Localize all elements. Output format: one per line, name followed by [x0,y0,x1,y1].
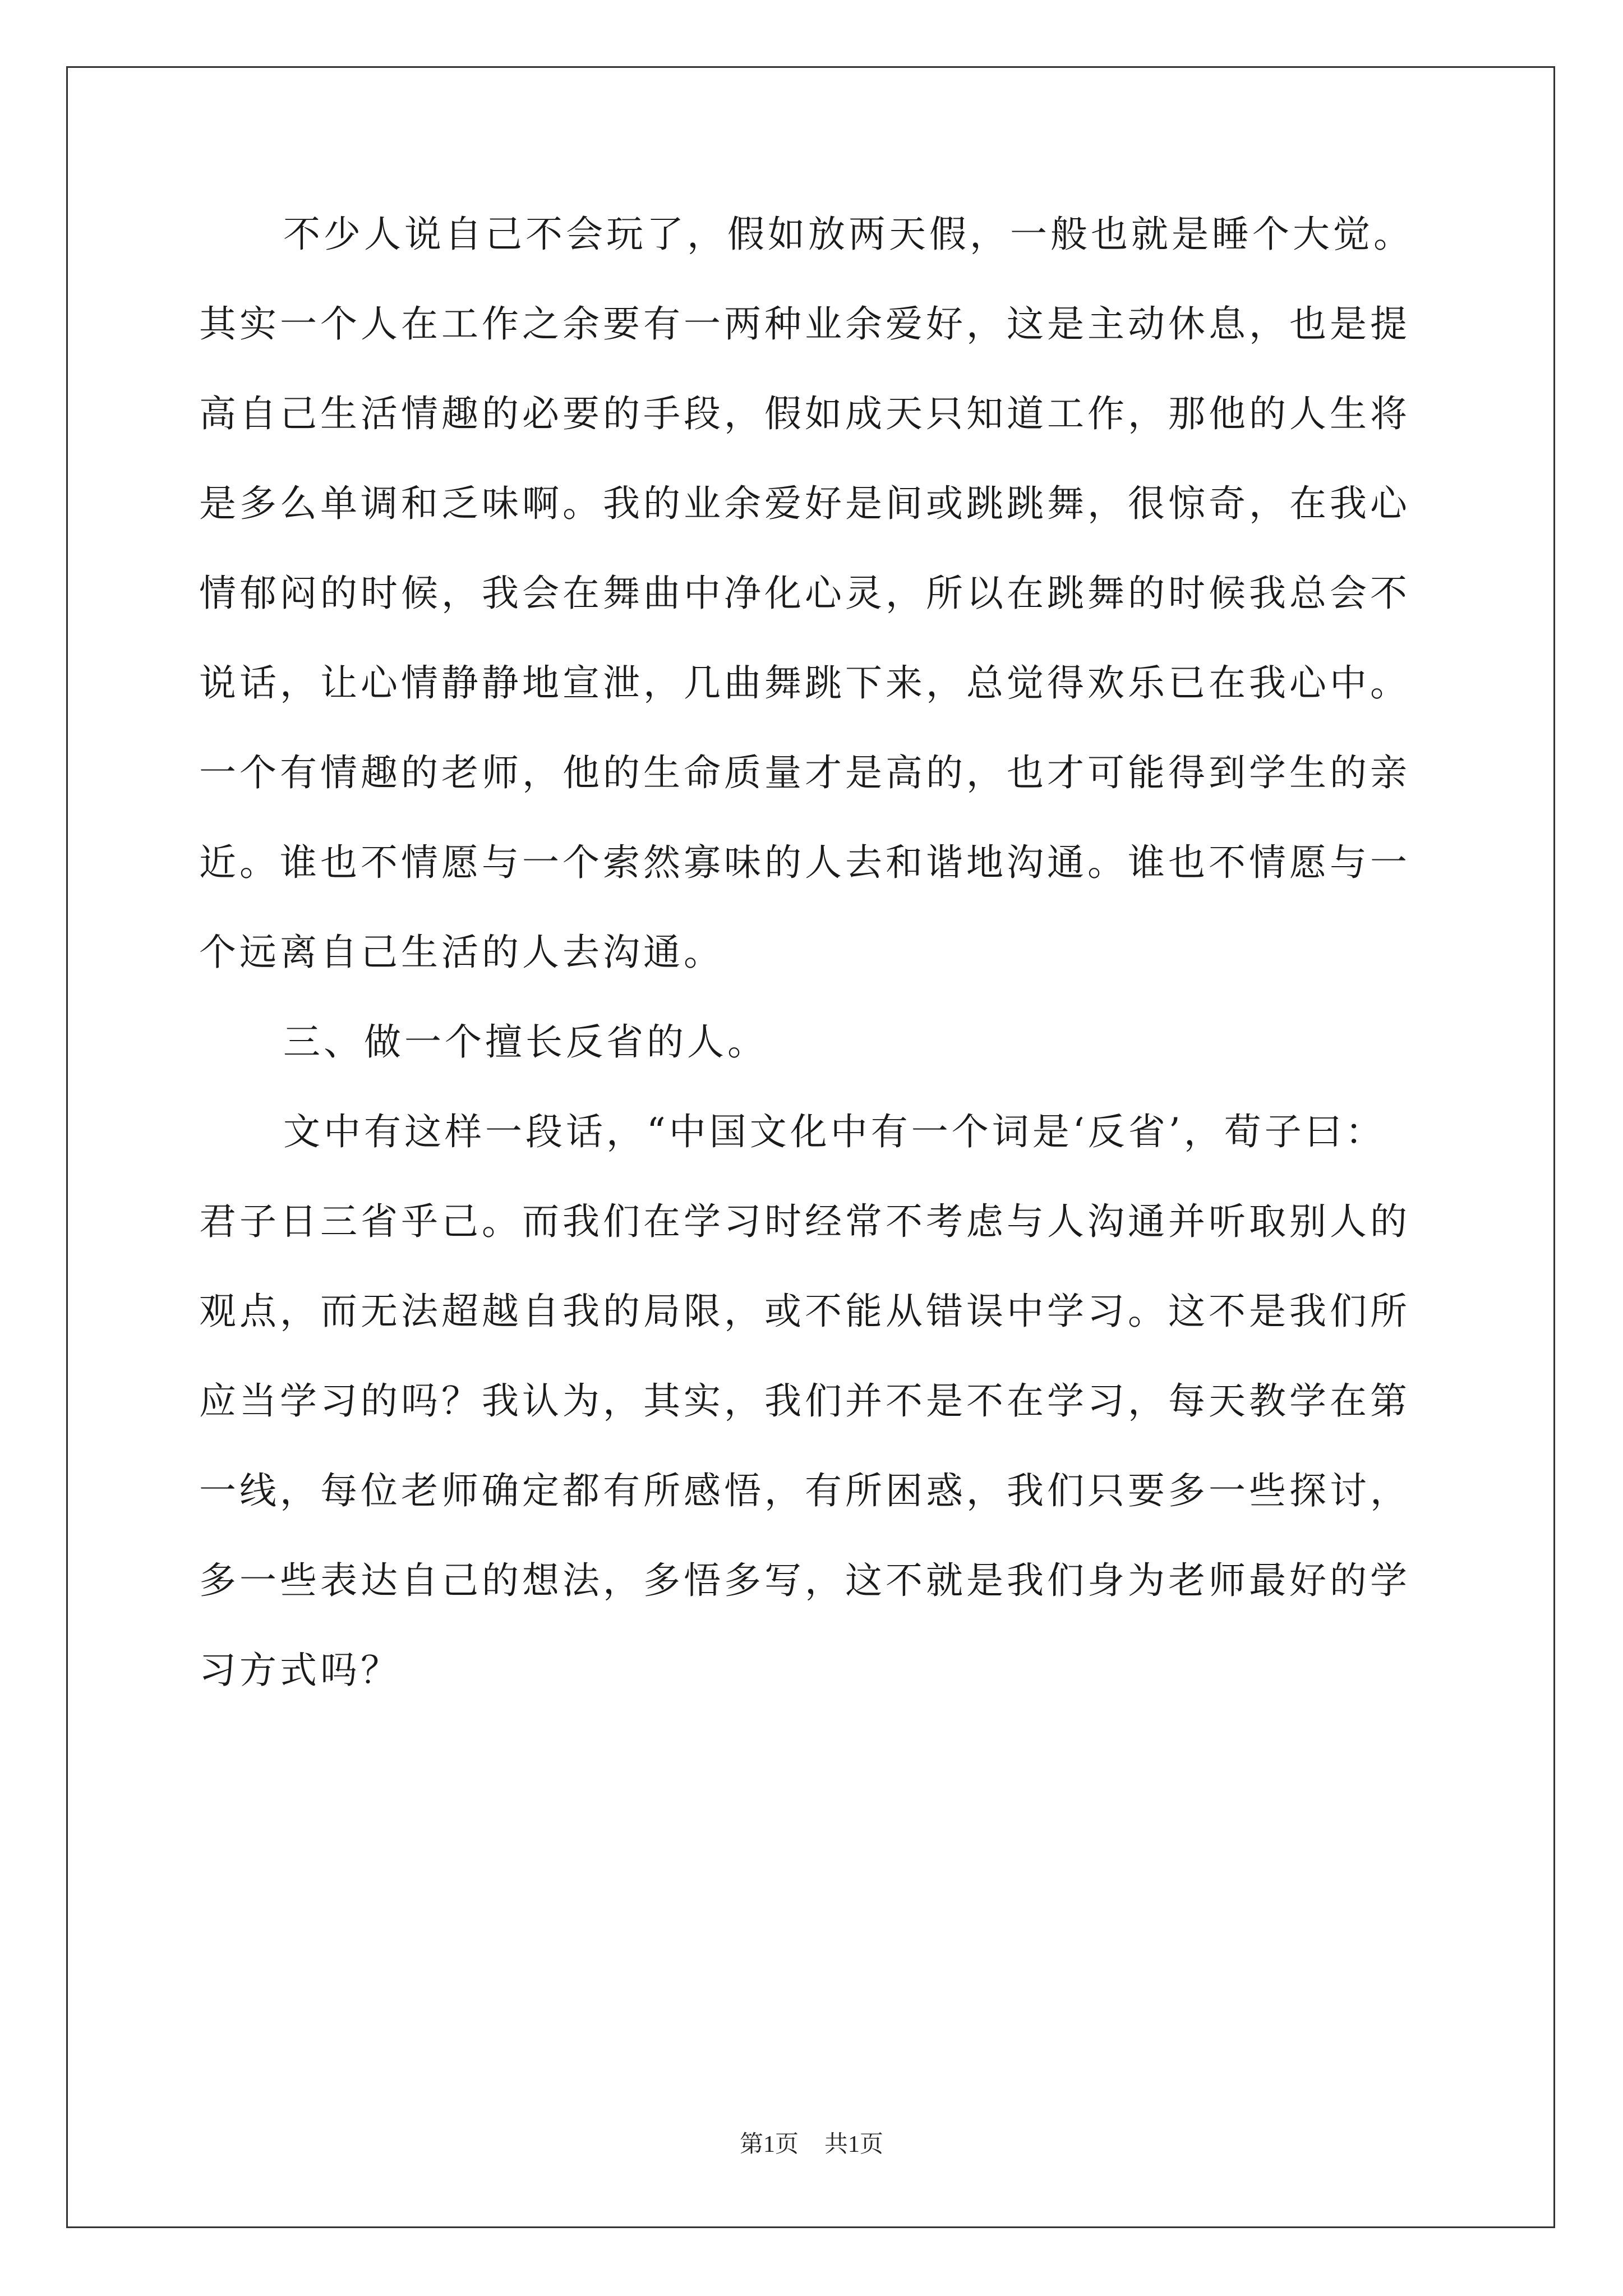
section-heading: 三、做一个擅长反省的人。 [283,1020,768,1064]
paragraph-line: 文中有这样一段话，“中国文化中有一个词是‘反省’，荀子曰： [283,1110,1386,1153]
paragraph-line: 个远离自己生活的人去沟通。 [199,931,724,974]
paragraph-line: 君子日三省乎己。而我们在学习时经常不考虑与人沟通并听取别人的 [199,1200,1410,1243]
page-footer [0,2131,1623,2159]
paragraph-line: 一个有情趣的老师，他的生命质量才是高的，也才可能得到学生的亲 [199,751,1410,794]
paragraph-line: 说话，让心情静静地宣泄，几曲舞跳下来，总觉得欢乐已在我心中。 [199,661,1410,705]
page-number-current: 第1页 [739,2132,799,2157]
page-number-total: 共1页 [824,2132,884,2157]
paragraph-line: 观点，而无法超越自我的局限，或不能从错误中学习。这不是我们所 [199,1290,1410,1333]
paragraph-line: 习方式吗？ [199,1649,401,1692]
paragraph-line: 近。谁也不情愿与一个索然寡味的人去和谐地沟通。谁也不情愿与一 [199,841,1410,884]
paragraph-line: 高自己生活情趣的必要的手段，假如成天只知道工作，那他的人生将 [199,392,1410,435]
paragraph-line: 其实一个人在工作之余要有一两种业余爱好，这是主动休息，也是提 [199,302,1410,346]
paragraph-line: 多一些表达自己的想法，多悟多写，这不就是我们身为老师最好的学 [199,1559,1410,1602]
paragraph-line: 一线，每位老师确定都有所感悟，有所困惑，我们只要多一些探讨， [199,1469,1410,1512]
paragraph-line: 不少人说自己不会玩了，假如放两天假，一般也就是睡个大觉。 [283,213,1414,256]
paragraph-line: 应当学习的吗？我认为，其实，我们并不是不在学习，每天教学在第 [199,1379,1410,1423]
paragraph-line: 情郁闷的时候，我会在舞曲中净化心灵，所以在跳舞的时候我总会不 [199,572,1410,615]
paragraph-line: 是多么单调和乏味啊。我的业余爱好是间或跳跳舞，很惊奇，在我心 [199,482,1410,525]
